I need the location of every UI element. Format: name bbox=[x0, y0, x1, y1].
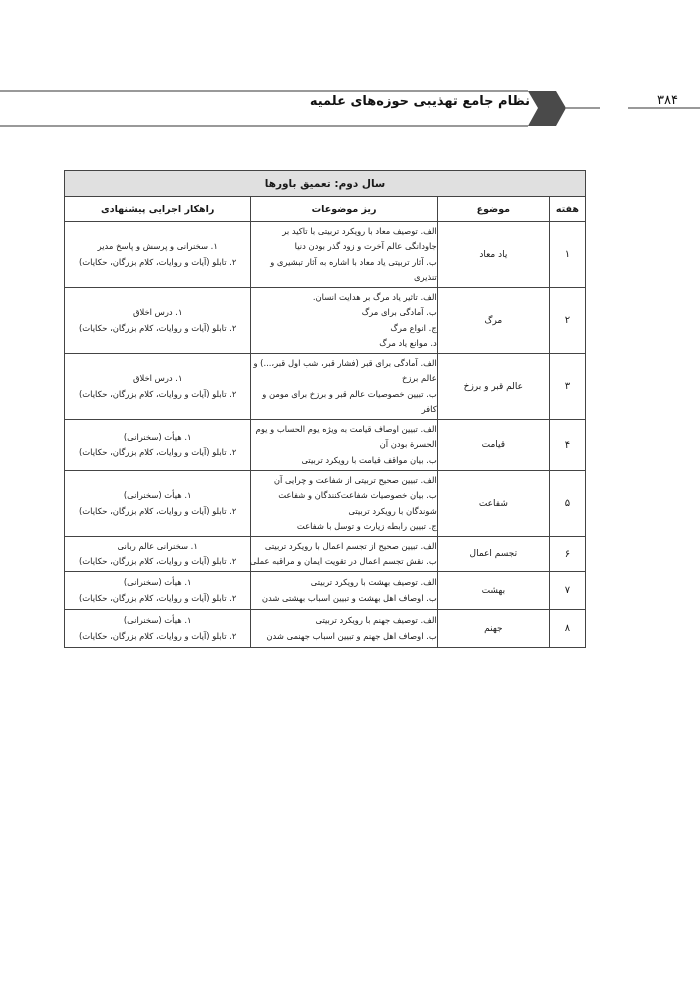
topic-cell: مرگ bbox=[437, 288, 549, 354]
chevron-ornament-icon bbox=[528, 91, 566, 126]
plan-line: ۲. تابلو (آیات و روایات، کلام بزرگان، حکایات) bbox=[79, 256, 237, 267]
topic-cell: قیامت bbox=[437, 420, 549, 471]
plan-line: ۲. تابلو (آیات و روایات، کلام بزرگان، حکایات) bbox=[79, 388, 237, 399]
plan-line: ۱. سخنرانی و پرسش و پاسخ مدیر bbox=[97, 241, 218, 251]
plan-cell bbox=[65, 572, 251, 610]
table-row bbox=[65, 471, 586, 537]
running-title: نظام جامع تهذیبی حوزه‌های علمیه bbox=[309, 94, 530, 109]
table-row bbox=[65, 420, 586, 471]
week-cell: ۵ bbox=[549, 471, 585, 537]
plan-cell bbox=[65, 537, 251, 572]
week-cell: ۶ bbox=[549, 537, 585, 572]
plan-cell bbox=[65, 354, 251, 420]
week-cell: ۱ bbox=[549, 222, 585, 288]
plan-line: ۲. تابلو (آیات و روایات، کلام بزرگان، حکایات) bbox=[79, 505, 237, 516]
subtopics-header: ریز موضوعات bbox=[251, 197, 437, 222]
subtopics-cell bbox=[251, 537, 437, 572]
week-cell: ۸ bbox=[549, 610, 585, 648]
plan-line: ۱. درس اخلاق bbox=[132, 373, 183, 383]
subtopic-line: شوندگان با رویکرد تربیتی bbox=[348, 505, 437, 516]
plan-line: ۱. هیأت (سخنرانی) bbox=[123, 431, 192, 442]
topic-cell: عالم قبر و برزخ bbox=[437, 354, 549, 420]
topic-header: موضوع bbox=[437, 197, 549, 222]
table-row bbox=[65, 537, 586, 572]
subtopics-cell bbox=[251, 572, 437, 610]
subtopic-line: الف. آمادگی برای قبر (فشار قبر، شب اول قبر،...) و bbox=[253, 357, 437, 368]
subtopic-line: الف. تبیین صحیح تربیتی از شفاعت و چرایی آن bbox=[273, 474, 437, 485]
subtopic-line: ج. تبیین رابطه زیارت و توسل با شفاعت bbox=[296, 521, 437, 531]
plan-line: ۲. تابلو (آیات و روایات، کلام بزرگان، حکایات) bbox=[79, 447, 237, 457]
subtopic-line: ج. انواع مرگ bbox=[390, 322, 437, 333]
plan-line: ۱. درس اخلاق bbox=[132, 307, 183, 317]
subtopic-line: کافر bbox=[421, 404, 437, 414]
subtopic-line: تنذیری bbox=[413, 272, 437, 282]
subtopics-cell bbox=[251, 420, 437, 471]
plan-cell bbox=[65, 222, 251, 288]
subtopic-line: الف. توصیف معاد با رویکرد تربیتی با تاکید بر bbox=[282, 225, 437, 236]
page-number: ۳۸۴ bbox=[657, 93, 678, 108]
subtopic-line: ب. بیان خصوصیات شفاعت‌کنندگان و شفاعت bbox=[278, 490, 437, 500]
subtopic-line: الحسرة بودن آن bbox=[379, 439, 437, 450]
subtopic-line: الف. توصیف جهنم با رویکرد تربیتی bbox=[315, 615, 437, 625]
subtopic-line: الف. تاثیر یاد مرگ بر هدایت انسان. bbox=[312, 291, 437, 302]
page-header bbox=[0, 84, 700, 132]
subtopic-line: ب. بیان مواقف قیامت با رویکرد تربیتی bbox=[301, 454, 437, 465]
header-row bbox=[65, 197, 586, 222]
plan-cell bbox=[65, 420, 251, 471]
plan-line: ۱. هیأت (سخنرانی) bbox=[123, 577, 192, 587]
subtopic-line: ب. آمادگی برای مرگ bbox=[361, 307, 437, 317]
plan-line: ۱. هیأت (سخنرانی) bbox=[123, 615, 192, 625]
subtopic-line: جاودانگی عالم آخرت و زود گذر بودن دنیا bbox=[294, 241, 437, 251]
subtopic-line: الف. تبیین اوصاف قیامت به ویژه یوم الحساب و یوم bbox=[255, 423, 437, 434]
topic-cell: یاد معاد bbox=[437, 222, 549, 288]
subtopics-cell bbox=[251, 288, 437, 354]
subtopic-line: الف. تبیین صحیح از تجسم اعمال با رویکرد تربیتی bbox=[264, 540, 437, 551]
plan-header: راهکار اجرایی پیشنهادی bbox=[65, 197, 251, 222]
subtopic-line: ب. اوصاف اهل جهنم و تبیین اسباب جهنمی شدن bbox=[266, 630, 437, 641]
topic-cell: تجسم اعمال bbox=[437, 537, 549, 572]
week-cell: ۲ bbox=[549, 288, 585, 354]
topic-cell: شفاعت bbox=[437, 471, 549, 537]
plan-line: ۲. تابلو (آیات و روایات، کلام بزرگان، حکایات) bbox=[79, 630, 237, 641]
week-cell: ۳ bbox=[549, 354, 585, 420]
subtopic-line: ب. آثار تربیتی یاد معاد با اشاره به آثار تبشیری و bbox=[270, 256, 437, 267]
caption-row bbox=[65, 171, 586, 197]
subtopic-line: عالم برزخ bbox=[401, 373, 437, 383]
plan-cell bbox=[65, 610, 251, 648]
table-row bbox=[65, 572, 586, 610]
subtopics-cell bbox=[251, 222, 437, 288]
table-row bbox=[65, 610, 586, 648]
plan-cell bbox=[65, 288, 251, 354]
table-caption: سال دوم: تعمیق باورها bbox=[65, 171, 586, 197]
subtopics-cell bbox=[251, 471, 437, 537]
week-cell: ۷ bbox=[549, 572, 585, 610]
plan-line: ۲. تابلو (آیات و روایات، کلام بزرگان، حکایات) bbox=[79, 556, 237, 566]
subtopic-line: الف. توصیف بهشت با رویکرد تربیتی bbox=[310, 577, 437, 587]
subtopic-line: ب. تبیین خصوصیات عالم قبر و برزخ برای مومن و bbox=[262, 388, 437, 399]
plan-line: ۲. تابلو (آیات و روایات، کلام بزرگان، حکایات) bbox=[79, 322, 237, 333]
subtopics-cell bbox=[251, 610, 437, 648]
plan-cell bbox=[65, 471, 251, 537]
subtopic-line: ب. اوصاف اهل بهشت و تبیین اسباب بهشتی شدن bbox=[261, 592, 437, 603]
subtopic-line: د. موانع یاد مرگ bbox=[379, 338, 437, 348]
week-header: هفته bbox=[549, 197, 585, 222]
week-cell: ۴ bbox=[549, 420, 585, 471]
table-row bbox=[65, 354, 586, 420]
plan-line: ۱. سخنرانی عالم ربانی bbox=[117, 540, 198, 551]
table-row bbox=[65, 288, 586, 354]
plan-line: ۲. تابلو (آیات و روایات، کلام بزرگان، حکایات) bbox=[79, 592, 237, 603]
curriculum-table bbox=[64, 170, 586, 648]
subtopic-line: ب. نقش تجسم اعمال در تقویت ایمان و مراقبه عملی bbox=[249, 556, 437, 566]
topic-cell: جهنم bbox=[437, 610, 549, 648]
topic-cell: بهشت bbox=[437, 572, 549, 610]
subtopics-cell bbox=[251, 354, 437, 420]
table-row bbox=[65, 222, 586, 288]
plan-line: ۱. هیأت (سخنرانی) bbox=[123, 490, 192, 500]
